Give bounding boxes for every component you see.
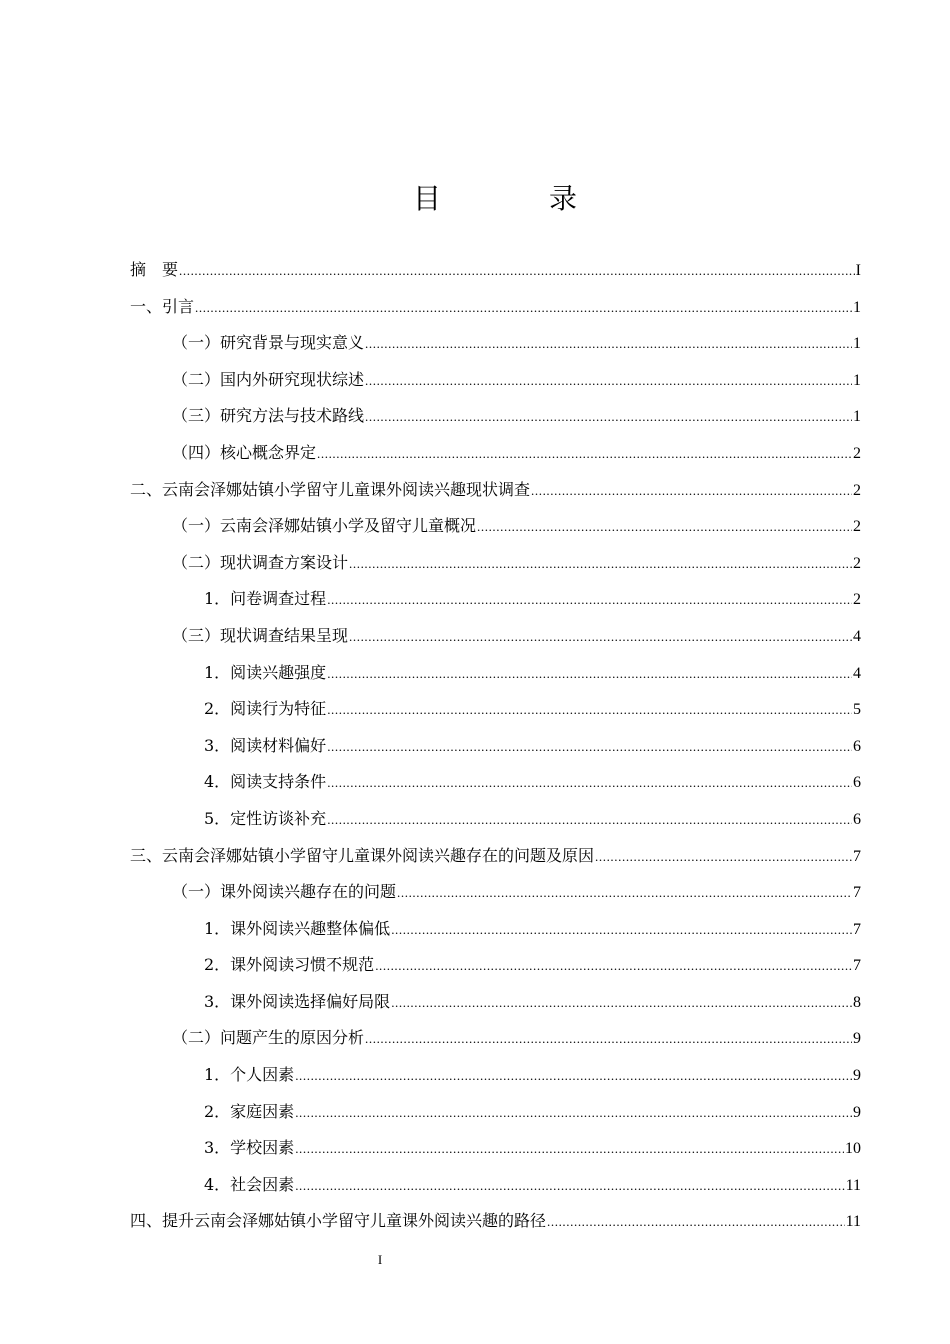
- toc-entry-title: （三）现状调查结果呈现: [172, 625, 349, 645]
- toc-entry[interactable]: [130, 911, 861, 948]
- toc-entry-page: 4: [853, 627, 861, 645]
- toc-entry-page: 6: [853, 774, 861, 792]
- toc-entry-page: 2: [853, 481, 861, 499]
- toc-leader-dots: [365, 399, 852, 436]
- toc-leader-dots: [397, 875, 852, 912]
- toc-entry-title: 二、云南会泽娜姑镇小学留守儿童课外阅读兴趣现状调查: [130, 479, 531, 499]
- toc-entry[interactable]: [130, 1057, 861, 1094]
- toc-entry[interactable]: [130, 984, 861, 1021]
- toc-entry-title: 5．定性访谈补充: [204, 808, 327, 828]
- toc-entry[interactable]: [130, 325, 861, 362]
- toc-entry-title: 1．问卷调查过程: [204, 589, 327, 609]
- toc-entry[interactable]: [130, 838, 861, 875]
- toc-entry-page: 2: [853, 444, 861, 462]
- toc-entry-page: 7: [853, 920, 861, 938]
- toc-entry-title: 3．阅读材料偏好: [204, 735, 327, 755]
- toc-entry-title: 1．阅读兴趣强度: [204, 662, 327, 682]
- toc-entry[interactable]: [130, 947, 861, 984]
- toc-entry-page: 8: [853, 993, 861, 1011]
- toc-leader-dots: [327, 582, 852, 619]
- toc-entry[interactable]: [130, 764, 861, 801]
- toc-entry[interactable]: [130, 435, 861, 472]
- toc-leader-dots: [349, 619, 852, 656]
- toc-entry-page: 2: [853, 554, 861, 572]
- toc-leader-dots: [391, 912, 852, 949]
- toc-entry-title: 摘 要: [130, 260, 179, 279]
- toc-entry-title: （二）问题产生的原因分析: [172, 1028, 365, 1048]
- toc-entry[interactable]: [130, 1130, 861, 1167]
- toc-entry-title: 4．社会因素: [204, 1174, 295, 1194]
- toc-entry-title: （一）云南会泽娜姑镇小学及留守儿童概况: [172, 516, 477, 536]
- toc-entry[interactable]: [130, 289, 861, 326]
- toc-entry-page: 6: [853, 810, 861, 828]
- toc-entry-title: （四）核心概念界定: [172, 442, 317, 462]
- toc-entry-page: 2: [853, 518, 861, 536]
- toc-entry[interactable]: [130, 691, 861, 728]
- toc-leader-dots: [531, 473, 852, 510]
- toc-leader-dots: [477, 509, 852, 546]
- toc-entry[interactable]: [130, 362, 861, 399]
- toc-entry[interactable]: [130, 398, 861, 435]
- toc-entry[interactable]: [130, 508, 861, 545]
- toc-entry-page: 6: [853, 737, 861, 755]
- toc-entry[interactable]: [130, 252, 861, 289]
- page-number: I: [377, 1252, 383, 1267]
- toc-leader-dots: [349, 546, 852, 583]
- toc-entry[interactable]: [130, 581, 861, 618]
- toc-leader-dots: [547, 1204, 845, 1241]
- toc-leader-dots: [327, 802, 852, 839]
- toc-entry[interactable]: [130, 1020, 861, 1057]
- toc-entry[interactable]: [130, 472, 861, 509]
- page-title: 目 录: [412, 181, 617, 215]
- toc-entry-title: （二）国内外研究现状综述: [172, 369, 365, 389]
- toc-entry-page: 11: [845, 1176, 861, 1194]
- toc-leader-dots: [327, 729, 852, 766]
- toc-leader-dots: [365, 326, 852, 363]
- toc-entry-page: I: [855, 262, 861, 279]
- toc-entry[interactable]: [130, 728, 861, 765]
- toc-entry-page: 9: [853, 1030, 861, 1048]
- toc-entry[interactable]: [130, 1167, 861, 1204]
- toc-entry[interactable]: [130, 1203, 861, 1240]
- toc-leader-dots: [327, 692, 852, 729]
- toc-entry-page: 7: [853, 957, 861, 975]
- toc-entry-title: 4．阅读支持条件: [204, 772, 327, 792]
- toc-entry-title: （二）现状调查方案设计: [172, 552, 349, 572]
- toc-entry-title: 1．课外阅读兴趣整体偏低: [204, 918, 391, 938]
- toc-entry-title: 一、引言: [130, 296, 195, 316]
- toc-entry-title: 2．阅读行为特征: [204, 699, 327, 719]
- toc-entry-page: 10: [845, 1140, 861, 1158]
- toc-entry-page: 1: [853, 408, 861, 426]
- toc-entry-page: 1: [853, 335, 861, 353]
- toc-leader-dots: [365, 1021, 852, 1058]
- toc-entry-page: 5: [853, 701, 861, 719]
- toc-entry-title: 2．家庭因素: [204, 1101, 295, 1121]
- toc-entry-title: 三、云南会泽娜姑镇小学留守儿童课外阅读兴趣存在的问题及原因: [130, 845, 595, 865]
- toc-entry-page: 4: [853, 664, 861, 682]
- toc-entry-page: 9: [853, 1103, 861, 1121]
- toc-entry[interactable]: [130, 874, 861, 911]
- toc-leader-dots: [295, 1168, 844, 1205]
- toc-entry[interactable]: [130, 655, 861, 692]
- toc-entry-page: 2: [853, 591, 861, 609]
- toc-entry[interactable]: [130, 1094, 861, 1131]
- toc-entry-title: （一）课外阅读兴趣存在的问题: [172, 882, 397, 902]
- toc-entry-page: 1: [853, 371, 861, 389]
- toc-entry-title: （三）研究方法与技术路线: [172, 406, 365, 426]
- toc-entry-title: 四、提升云南会泽娜姑镇小学留守儿童课外阅读兴趣的路径: [130, 1211, 547, 1231]
- toc-entry[interactable]: [130, 618, 861, 655]
- toc-entry[interactable]: [130, 801, 861, 838]
- toc-entry-page: 1: [853, 298, 861, 316]
- toc-leader-dots: [327, 656, 852, 693]
- toc-entry[interactable]: [130, 545, 861, 582]
- toc-entry-title: 1．个人因素: [204, 1065, 295, 1085]
- toc-leader-dots: [295, 1131, 844, 1168]
- toc-entry-page: 11: [845, 1213, 861, 1231]
- toc-leader-dots: [195, 290, 852, 327]
- toc-leader-dots: [365, 363, 852, 400]
- toc-entry-title: 3．课外阅读选择偏好局限: [204, 991, 391, 1011]
- toc-entry-title: 2．课外阅读习惯不规范: [204, 955, 375, 975]
- toc-entry-title: 3．学校因素: [204, 1138, 295, 1158]
- toc-entry-page: 7: [853, 847, 861, 865]
- toc-entry-page: 9: [853, 1067, 861, 1085]
- toc-entry-title: （一）研究背景与现实意义: [172, 333, 365, 353]
- toc-leader-dots: [317, 436, 852, 473]
- toc-leader-dots: [595, 839, 852, 876]
- toc-leader-dots: [327, 765, 852, 802]
- toc-leader-dots: [295, 1058, 852, 1095]
- table-of-contents: [130, 252, 861, 1240]
- toc-leader-dots: [179, 253, 855, 290]
- toc-leader-dots: [375, 948, 852, 985]
- toc-leader-dots: [391, 985, 852, 1022]
- toc-entry-page: 7: [853, 884, 861, 902]
- toc-leader-dots: [295, 1095, 852, 1132]
